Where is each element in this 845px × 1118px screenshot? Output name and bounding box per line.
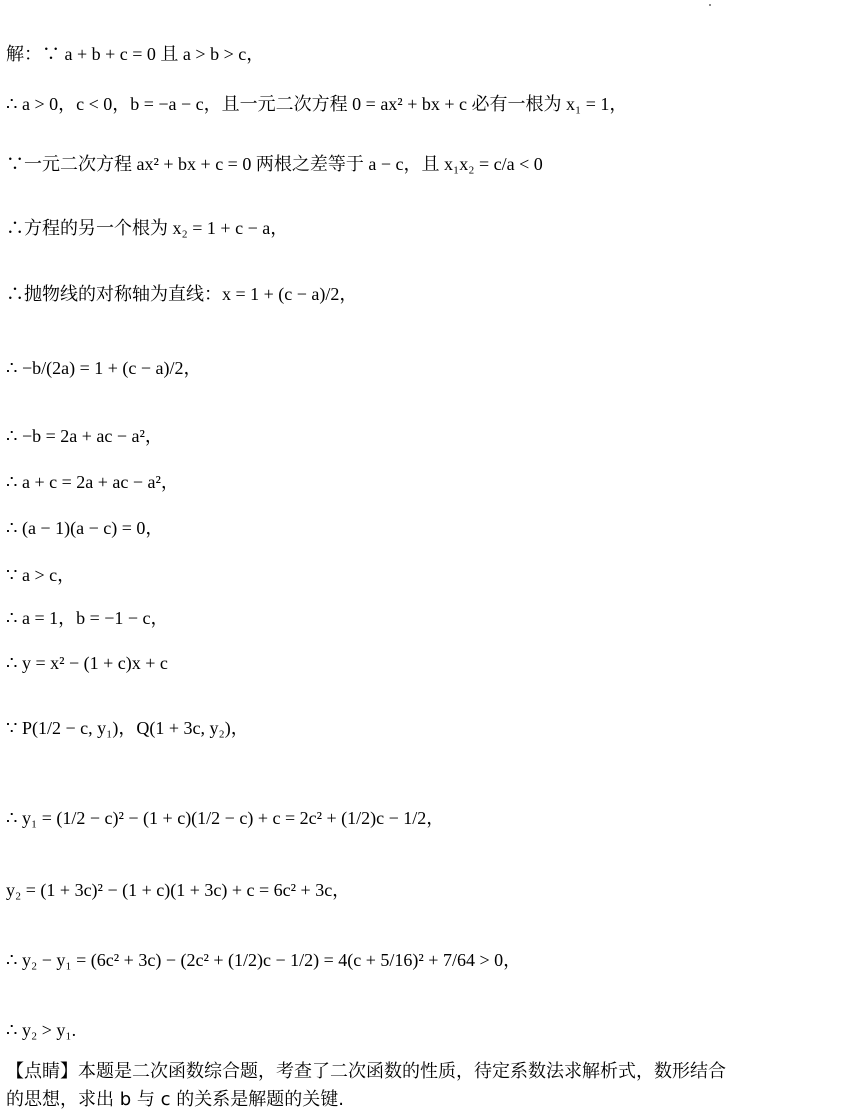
solution-line-8: ∴ a + c = 2a + ac − a²， — [6, 472, 179, 492]
solution-line-1: 解：∵ a + b + c = 0 且 a > b > c， — [6, 44, 265, 64]
solution-line-17: ∴ y₂ > y₁. — [6, 1020, 77, 1040]
note-line-2: 的思想，求出 b 与 c 的关系是解题的关键. — [6, 1089, 344, 1110]
solution-line-2: ∴ a > 0，c < 0，b = −a − c，且一元二次方程 0 = ax² + bx + c 必有一根为 x₁ = 1， — [6, 94, 628, 114]
solution-line-11: ∴ a = 1，b = −1 − c， — [6, 608, 169, 628]
note-line-1: 【点睛】本题是二次函数综合题，考查了二次函数的性质，待定系数法求解析式，数形结合 — [6, 1061, 726, 1082]
solution-line-7: ∴ −b = 2a + ac − a²， — [6, 426, 163, 446]
solution-line-15: y₂ = (1 + 3c)² − (1 + c)(1 + 3c) + c = 6c² + 3c， — [6, 880, 351, 900]
solution-line-4: ∴方程的另一个根为 x₂ = 1 + c − a， — [6, 218, 289, 238]
solution-line-12: ∴ y = x² − (1 + c)x + c — [6, 653, 168, 673]
solution-line-14: ∴ y₁ = (1/2 − c)² − (1 + c)(1/2 − c) + c = 2c² + (1/2)c − 1/2， — [6, 808, 445, 828]
solution-line-16: ∴ y₂ − y₁ = (6c² + 3c) − (2c² + (1/2)c − 1/2) = 4(c + 5/16)² + 7/64 > 0， — [6, 950, 522, 970]
solution-line-6: ∴ −b/(2a) = 1 + (c − a)/2， — [6, 358, 202, 378]
scan-speck — [709, 4, 711, 6]
solution-line-13: ∵ P(1/2 − c, y₁)，Q(1 + 3c, y₂)， — [6, 718, 249, 738]
solution-line-9: ∴ (a − 1)(a − c) = 0， — [6, 518, 164, 538]
solution-line-5: ∴抛物线的对称轴为直线：x = 1 + (c − a)/2， — [6, 284, 358, 304]
solution-line-10: ∵ a > c， — [6, 565, 76, 585]
solution-line-3: ∵一元二次方程 ax² + bx + c = 0 两根之差等于 a − c，且 x₁x₂ = c/a < 0 — [6, 154, 543, 174]
